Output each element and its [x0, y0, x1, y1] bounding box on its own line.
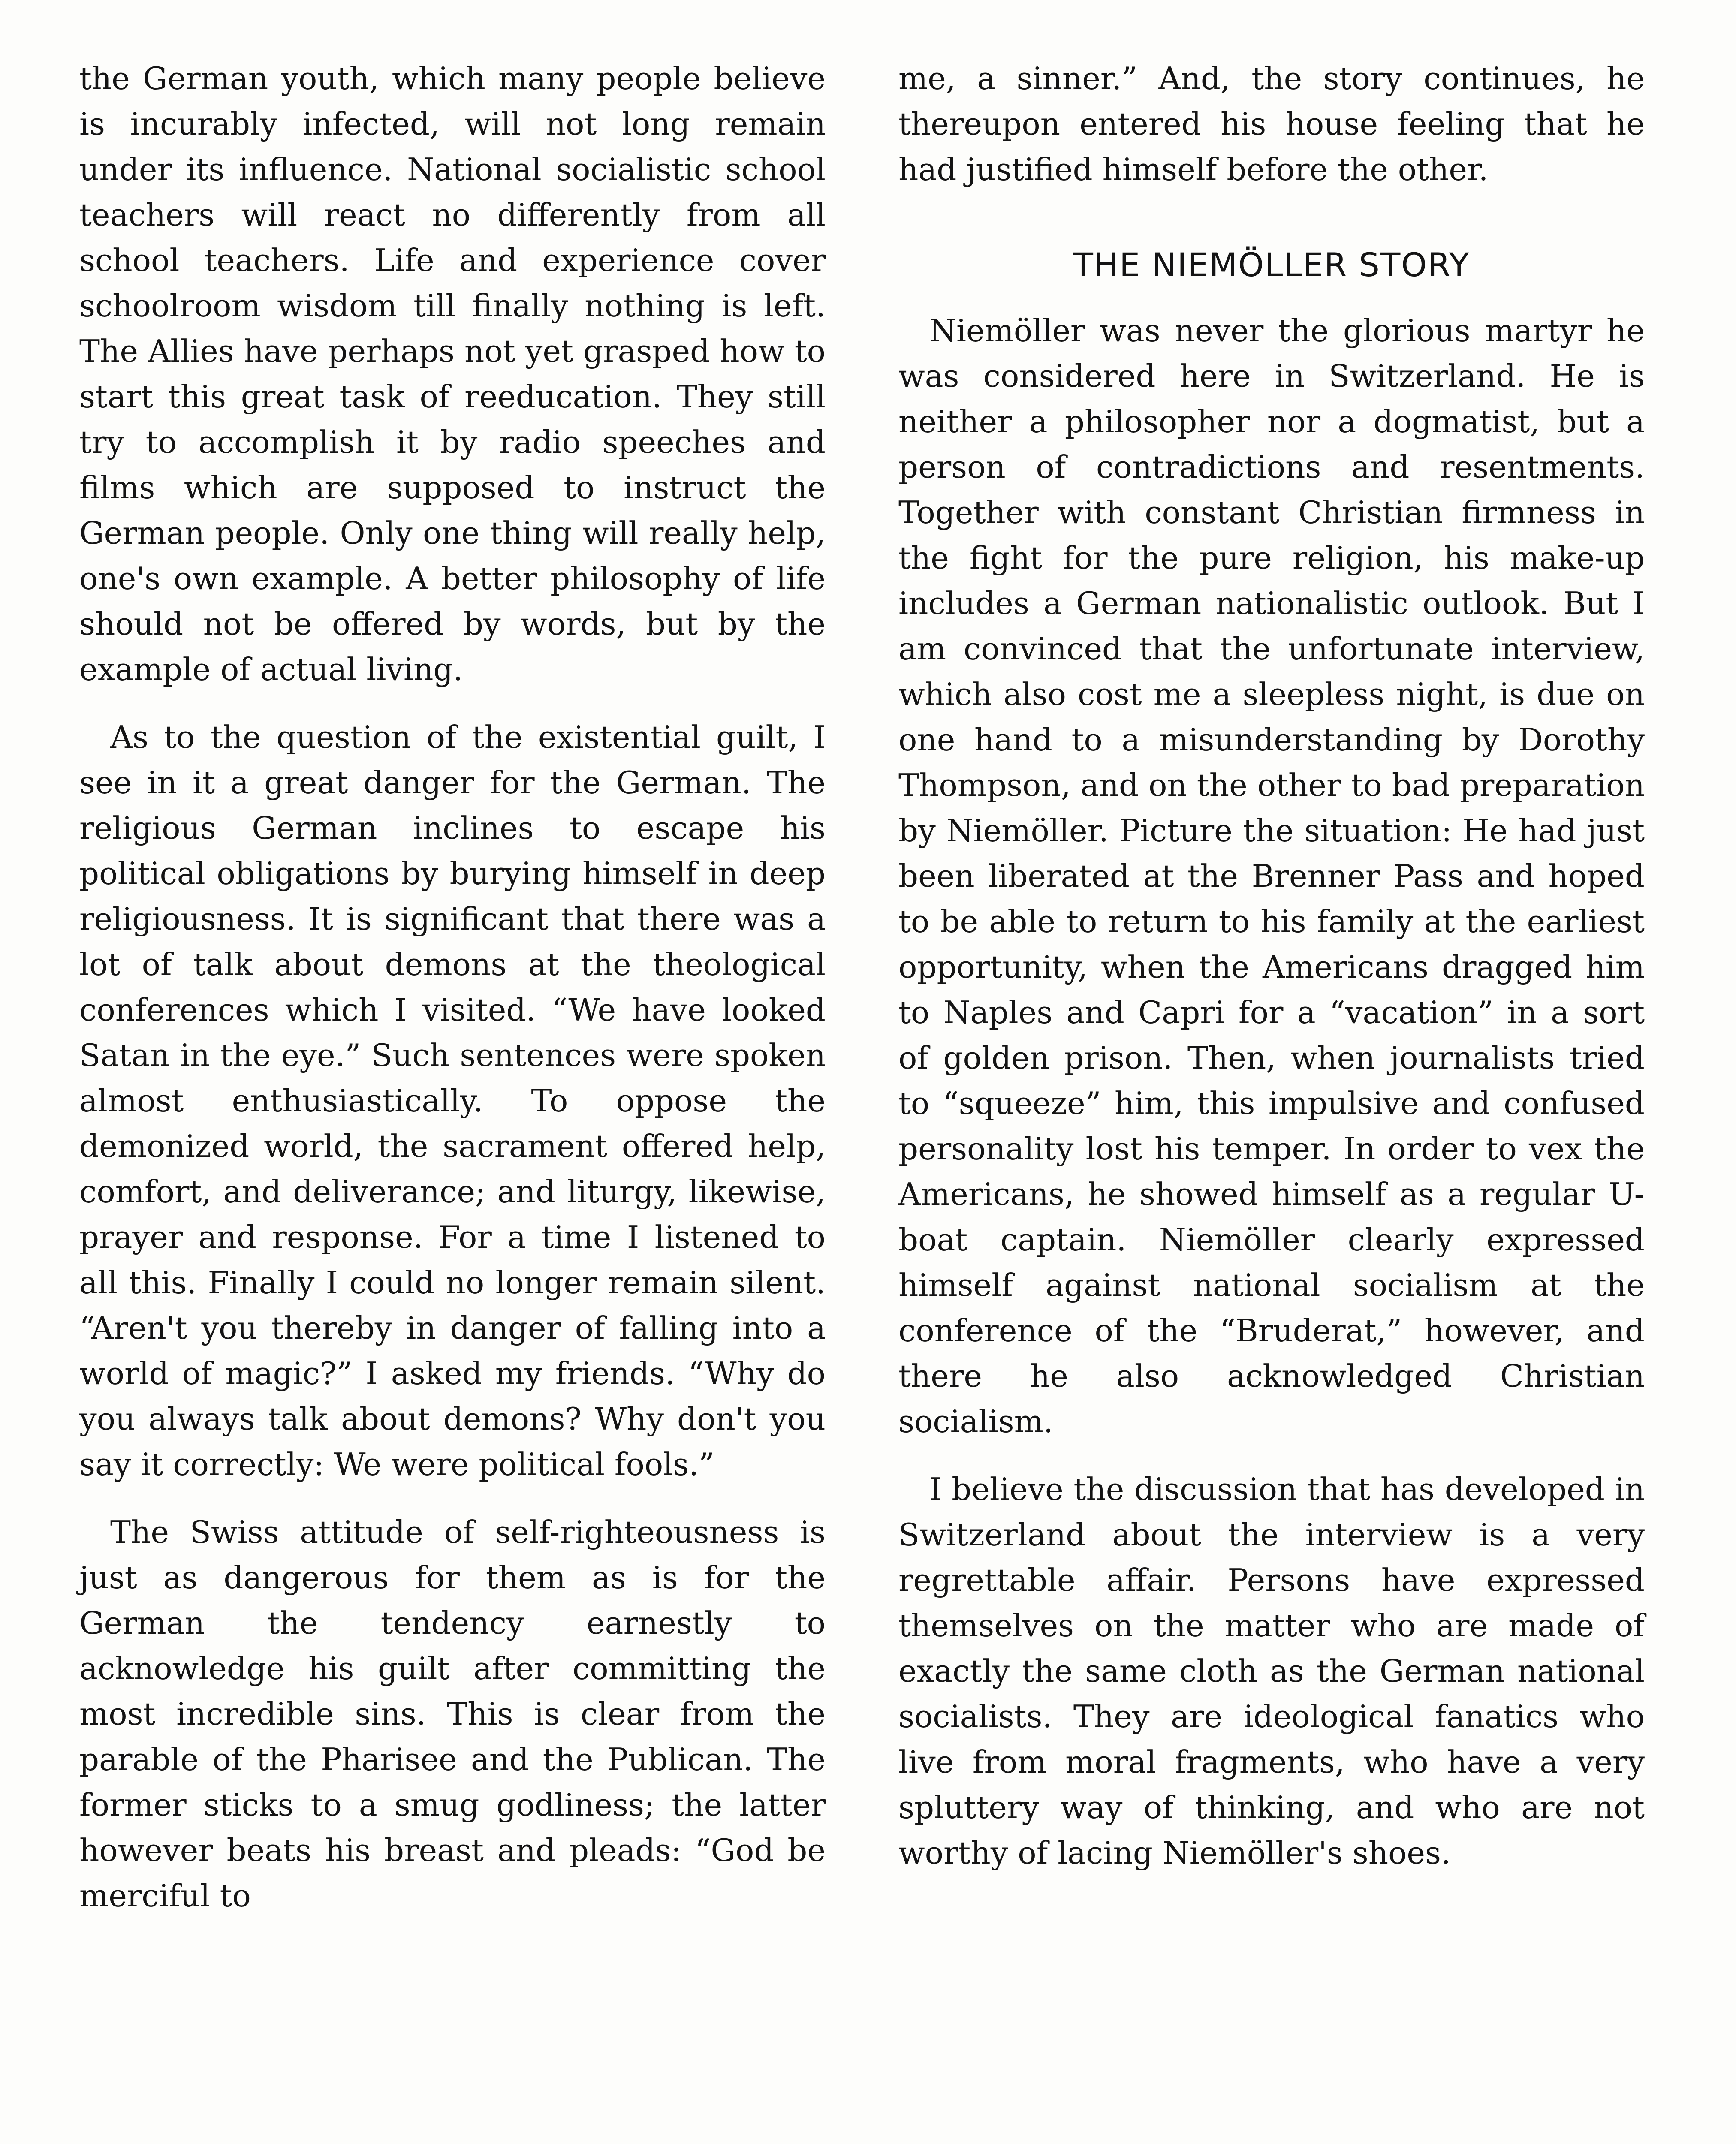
left-column	[79, 56, 826, 1941]
paragraph-niemoller-martyr: Niemöller was never the glorious martyr he was considered here in Switzerland. He is neither a philosopher nor a dogmatist, but a person of contradictions and resentments. Together with constant Christian firmness in the fight for the pure religion, his make-up includes a German nationalistic outlook. But I am convinced that the unfortunate interview, which also cost me a sleepless night, is due on one hand to a misunderstanding by Dorothy Thompson, and on the other to bad preparation by Niemöller. Picture the situation: He had just been liberated at the Brenner Pass and hoped to be able to return to his family at the earliest opportunity, when the Americans dragged him to Naples and Capri for a “vacation” in a sort of golden prison. Then, when journalists tried to “squeeze” him, this impulsive and confused personality lost his temper. In order to vex the Americans, he showed himself as a regular U-boat captain. Niemöller clearly expressed himself against national socialism at the conference of the “Bruderat,” however, and there he also acknowledged Christian socialism.	[898, 313, 1645, 1439]
paragraph-german-youth: the German youth, which many people believe is incurably infected, will not long remain under its influence. National socialistic school teachers will react no differently from all school teachers. Life and experience cover schoolroom wisdom till finally nothing is left. The Allies have perhaps not yet grasped how to start this great task of reeducation. They still try to accomplish it by radio speeches and films which are supposed to instruct the German people. Only one thing will really help, one's own example. A better philosophy of life should not be offered by words, but by the example of actual living.	[79, 60, 826, 687]
paragraph-sinner-continuation: me, a sinner.” And, the story continues, he thereupon entered his house feeling that he had justified himself before the other.	[898, 60, 1645, 187]
section-heading-niemoller-story: THE NIEMÖLLER STORY	[1073, 246, 1470, 284]
paragraph-swiss-attitude: The Swiss attitude of self-righteousness is just as dangerous for them as is for the German the tendency earnestly to acknowledge his guilt after committing the most incredible sins. This is clear from the parable of the Pharisee and the Publican. The former sticks to a smug godliness; the latter however beats his breast and pleads: “God be merciful to	[79, 1514, 826, 1914]
paragraph-discussion-switzerland: I believe the discussion that has developed in Switzerland about the interview is a very regrettable affair. Persons have expressed themselves on the matter who are made of exactly the same cloth as the German national socialists. They are ideological fanatics who live from moral fragments, who have a very spluttery way of thinking, and who are not worthy of lacing Niemöller's shoes.	[898, 1471, 1645, 1871]
right-column	[898, 56, 1645, 1898]
paragraph-existential-guilt: As to the question of the existential guilt, I see in it a great danger for the German. The religious German inclines to escape his political obligations by burying himself in deep religiousness. It is significant that there was a lot of talk about demons at the theological conferences which I visited. “We have looked Satan in the eye.” Such sentences were spoken almost enthusiastically. To oppose the demonized world, the sacrament offered help, comfort, and deliverance; and liturgy, likewise, prayer and response. For a time I listened to all this. Finally I could no longer remain silent. “Aren't you thereby in danger of falling into a world of magic?” I asked my friends. “Why do you always talk about demons? Why don't you say it correctly: We were political fools.”	[79, 719, 826, 1482]
